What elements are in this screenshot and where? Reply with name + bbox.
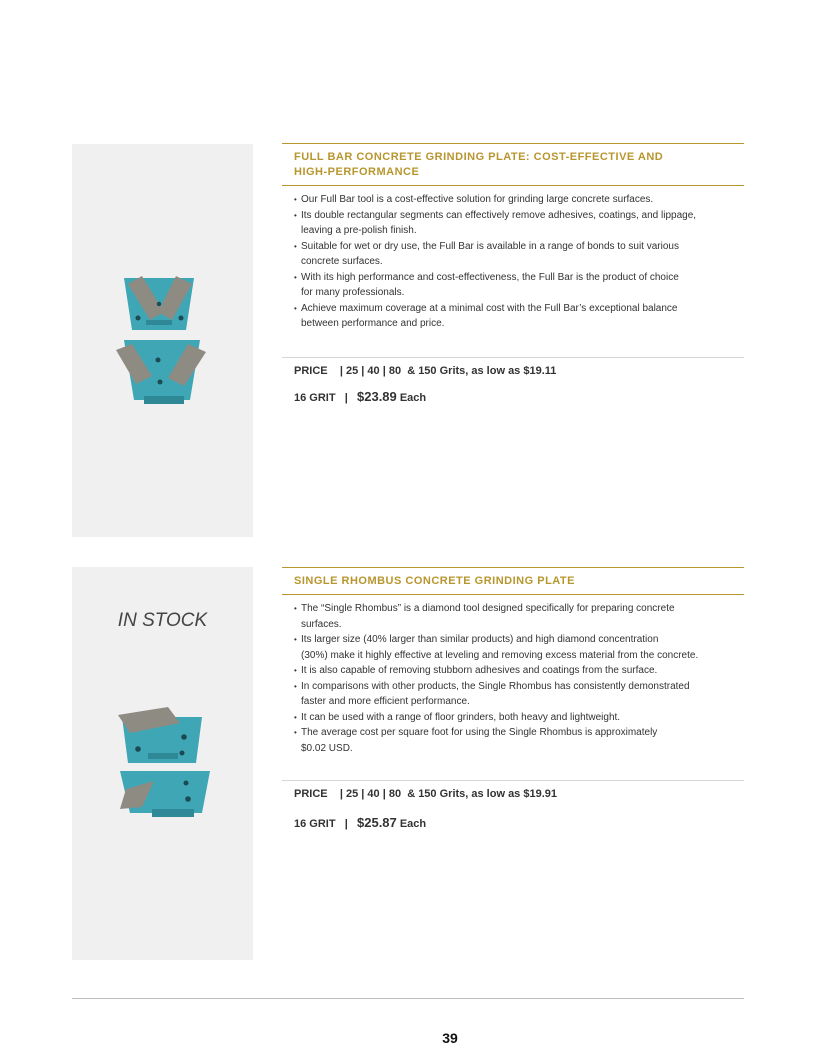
product-title-line: HIGH-PERFORMANCE [294,166,420,178]
grit-price: $25.87 [357,815,397,830]
list-item: • Suitable for wet or dry use, the Full Bar is available in a range of bonds to suit various concrete surfaces. [294,239,744,270]
price-label: PRICE [294,364,328,377]
price-divider [282,357,744,358]
grit-price: $23.89 [357,388,397,404]
list-item: • The average cost per square foot for using the Single Rhombus is approximately $0.02 USD. [294,725,744,756]
list-item: • Its larger size (40% larger than similar products) and high diamond concentration (30%) make it highly effective at leveling and removing excess material from the concrete. [294,632,744,663]
list-item: • Achieve maximum coverage at a minimal cost with the Full Bar’s exceptional balance between performance and price. [294,301,744,332]
product-title-box [282,567,744,595]
product-section-full-bar [282,143,744,404]
product-title-box [282,143,744,186]
product-title-line: FULL BAR CONCRETE GRINDING PLATE: COST-EFFECTIVE AND [294,151,664,163]
list-item: • With its high performance and cost-effectiveness, the Full Bar is the product of choice for many professionals. [294,270,744,301]
price-label: PRICE [294,788,328,800]
grit-price-row: 16 GRIT | $25.87 Each [294,815,427,830]
price-row [282,788,744,800]
list-item: • Its double rectangular segments can effectively remove adhesives, coatings, and lippage, leaving a pre-polish finish. [294,208,744,239]
grit-label: 16 GRIT [294,818,336,830]
stock-status: IN STOCK [117,610,208,631]
list-item: • In comparisons with other products, the Single Rhombus has consistently demonstrated faster and more efficient performance. [294,679,744,710]
product-title-line: SINGLE RHOMBUS CONCRETE GRINDING PLATE [294,575,575,587]
price-grits: | 25 | 40 | 80 & 150 Grits, as low as $19.91 [339,788,558,800]
grit-label: 16 GRIT [294,391,336,404]
list-item: • The “Single Rhombus” is a diamond tool designed specifically for preparing concrete surfaces. [294,601,744,632]
feature-list [282,192,744,332]
feature-list [282,601,744,756]
product-image-panel [72,144,253,537]
full-bar-grinding-plate-image [72,144,253,537]
list-item: • It is also capable of removing stubborn adhesives and coatings from the surface. [294,663,744,679]
list-item: • It can be used with a range of floor grinders, both heavy and lightweight. [294,710,744,726]
price-grits: | 25 | 40 | 80 & 150 Grits, as low as $19.11 [339,364,557,377]
page-number: 39 [442,1030,458,1046]
list-item: • Our Full Bar tool is a cost-effective solution for grinding large concrete surfaces. [294,192,744,208]
product-section-single-rhombus [282,567,744,830]
footer-divider [72,998,744,999]
price-divider [282,780,744,781]
price-row [282,365,744,377]
grit-price-row: 16 GRIT | $23.89 Each [294,388,427,404]
